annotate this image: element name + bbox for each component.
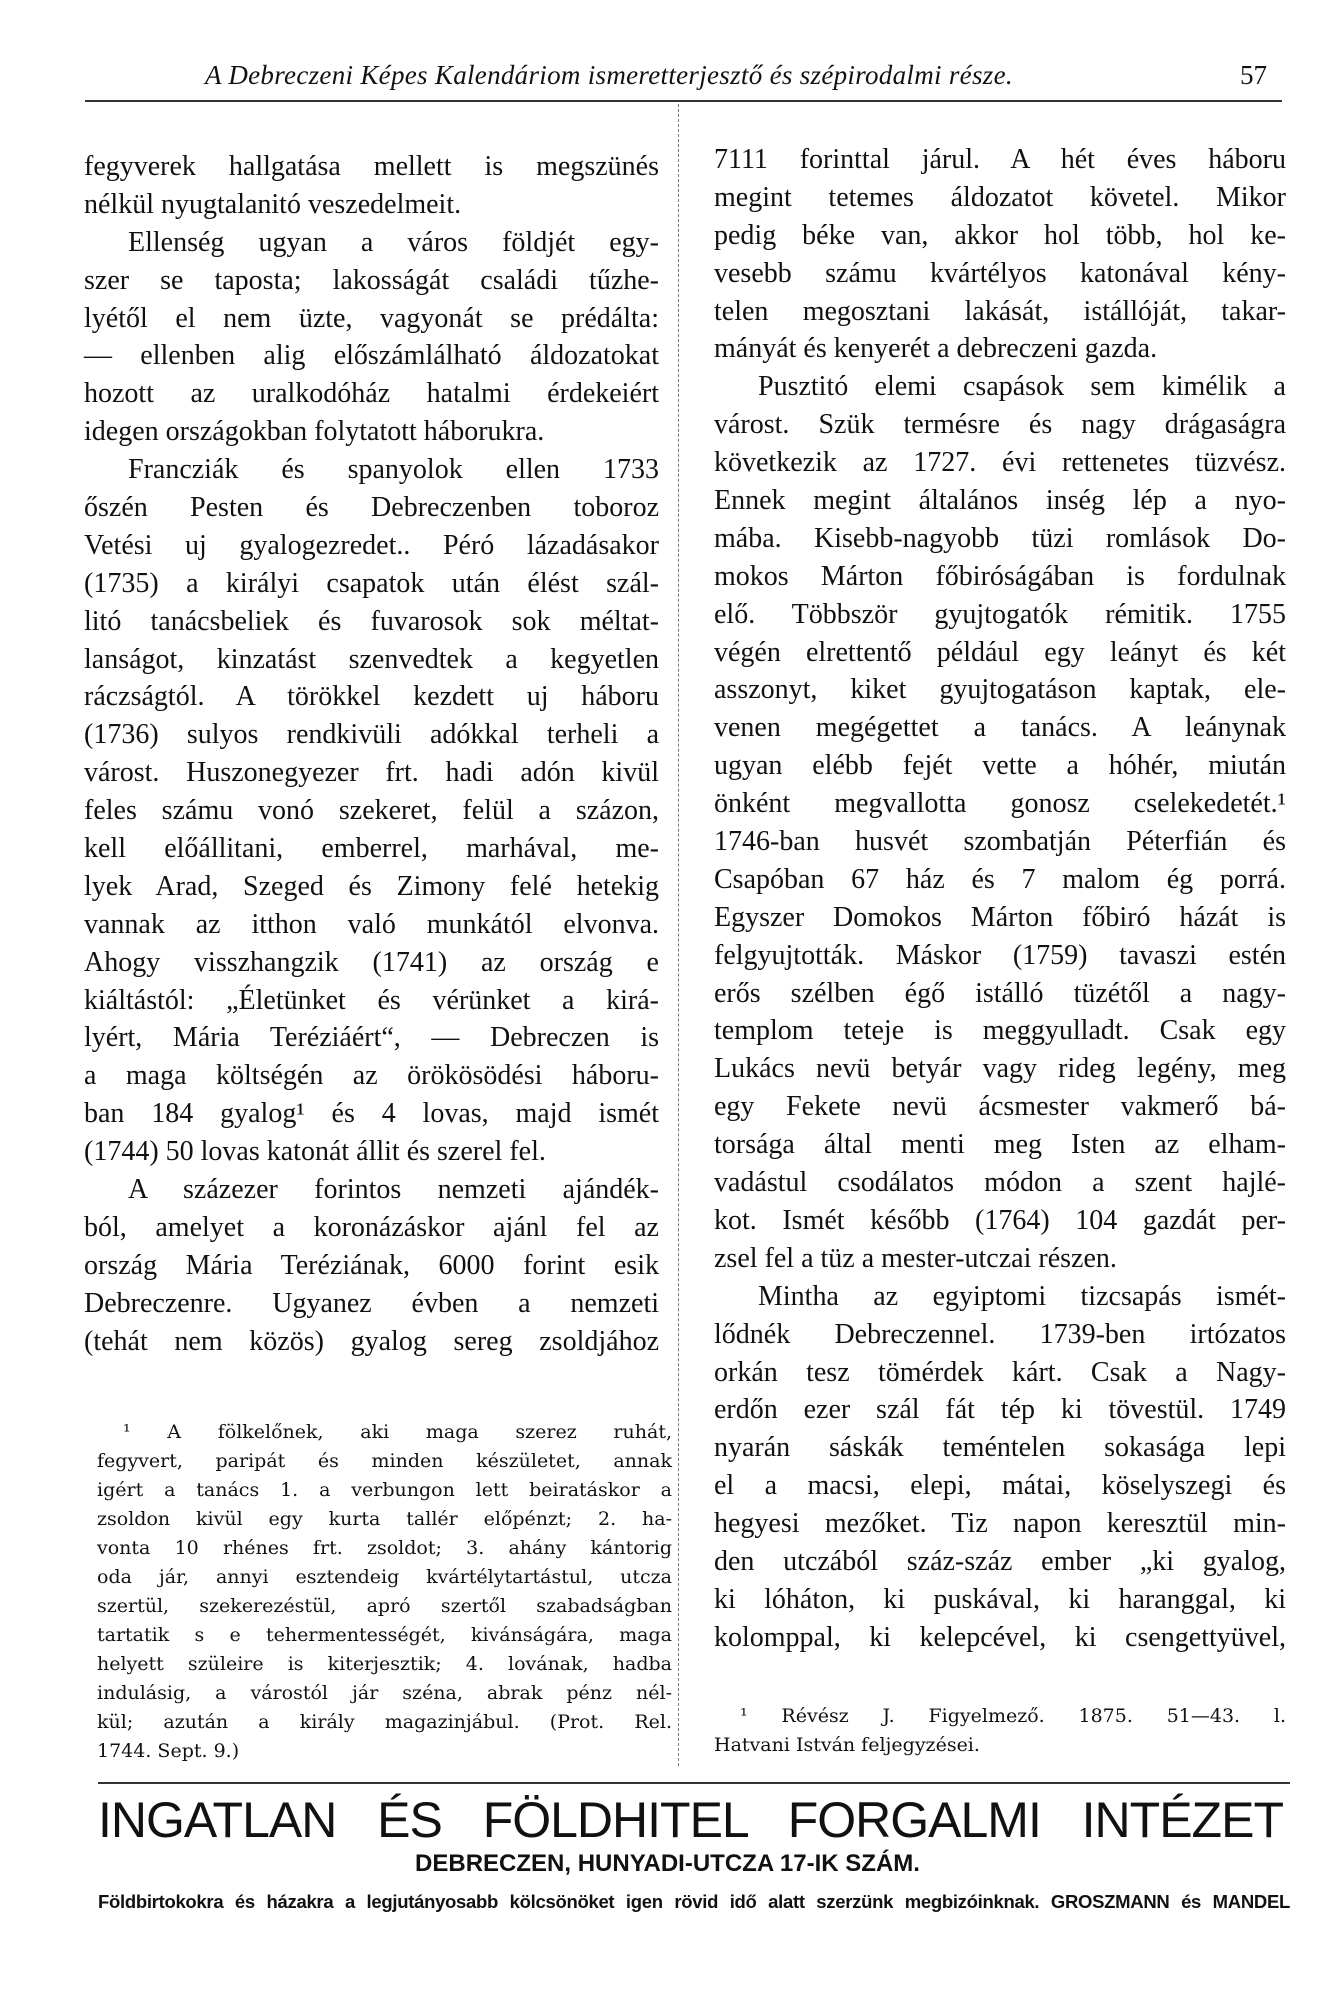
footnote-line: kül; azután a király magazinjábul. (Prot. Rel. [97, 1711, 672, 1733]
text-line: vadástul csodálatos módon a szent hajlé- [714, 1167, 1286, 1199]
text-line: kot. Ismét később (1764) 104 gazdát per- [714, 1204, 1286, 1236]
text-line: idegen országokban folytatott háborukra. [84, 416, 545, 448]
text-line: asszonyt, kiket gyujtogatáson kaptak, ele- [714, 674, 1286, 706]
text-line: Pusztitó elemi csapások sem kimélik a [758, 371, 1286, 403]
text-line: a maga költségén az örökösödési háboru- [84, 1060, 659, 1092]
text-line: kiáltástól: „Életünket és vérünket a kirá- [84, 984, 659, 1016]
text-line: következik az 1727. évi rettenetes tüzvész. [714, 447, 1286, 479]
footnote-line: zsoldon kivül egy kurta tallér előpénzt; 2. ha- [97, 1508, 672, 1530]
text-line: kolomppal, ki kelepcével, ki csengettyüvel, [714, 1621, 1286, 1653]
text-line: Ahogy visszhangzik (1741) az ország e [84, 946, 659, 978]
text-line: mába. Kisebb-nagyobb tüzi romlások Do- [714, 522, 1286, 554]
text-line: Vetési uj gyalogezredet.. Péró lázadásakor [84, 529, 659, 561]
left-footnote [97, 1418, 672, 1766]
text-line: felgyujtották. Máskor (1759) tavaszi estén [714, 939, 1286, 971]
footnote-line: szertül, szekerezéstül, apró szertől szabadságban [97, 1595, 672, 1617]
footnote-line: tartatik s e tehermentességét, kivánságára, maga [97, 1624, 672, 1646]
running-head: A Debreczeni Képes Kalendáriom ismeretterjesztő és szépirodalmi része. [205, 60, 1013, 90]
text-line: nélkül nyugtalanitó veszedelmeit. [84, 188, 462, 220]
text-line: Lukács nevü betyár vagy rideg legény, meg [714, 1053, 1286, 1085]
text-line: orkán tesz tömérdek kárt. Csak a Nagy- [714, 1356, 1286, 1388]
advertisement-tagline: Földbirtokokra és házakra a legjutányosabb kölcsönöket igen rövid idő alatt szerzünk megbizóinknak. GROSZMANN és MANDEL [98, 1891, 1290, 1912]
text-line: venen megégettet a tanács. A leánynak [714, 712, 1286, 744]
footnote-line: ¹ A fölkelőnek, aki maga szerez ruhát, [123, 1421, 672, 1443]
text-line: vesebb számu kvártélyos katonával kény- [714, 257, 1286, 289]
footnote-line: oda jár, annyi esztendeig kvártélytartástul, utcza [97, 1566, 672, 1588]
text-line: templom teteje is meggyulladt. Csak egy [714, 1015, 1286, 1047]
text-line: Francziák és spanyolok ellen 1733 [128, 454, 659, 486]
header-rule [85, 100, 1282, 102]
text-line: Egyszer Domokos Márton főbiró házát is [714, 901, 1286, 933]
text-line: őszén Pesten és Debreczenben toboroz [84, 492, 659, 524]
text-line: ugyan elébb fejét vette a hóhér, miután [714, 750, 1286, 782]
text-line: den utczából száz-száz ember „ki gyalog, [714, 1545, 1286, 1577]
footnote-line: Hatvani István feljegyzései. [714, 1734, 980, 1756]
footnote-line: helyett szüleire is kiterjesztik; 4. lovának, hadba [97, 1653, 672, 1675]
text-line: A százezer forintos nemzeti ajándék- [128, 1174, 659, 1206]
text-line: önként megvallotta gonosz cselekedetét.¹ [714, 788, 1286, 820]
text-line: ban 184 gyalog¹ és 4 lovas, majd ismét [84, 1098, 659, 1130]
text-line: telen megosztani lakását, istállóját, takar- [714, 295, 1286, 327]
text-line: fegyverek hallgatása mellett is megszünés [84, 151, 659, 182]
text-line: kell előállitani, emberrel, marhával, me- [84, 833, 659, 865]
text-line: lyétől el nem üzte, vagyonát se prédálta: [84, 302, 659, 334]
advertisement-rule [98, 1782, 1290, 1784]
text-line: Csapóban 67 ház és 7 malom ég porrá. [714, 863, 1286, 895]
text-line: ráczságtól. A törökkel kezdett uj háboru [84, 681, 659, 713]
text-line: ország Mária Teréziának, 6000 forint esik [84, 1249, 659, 1281]
text-line: — ellenben alig előszámlálható áldozatokat [84, 340, 659, 372]
text-line: (1735) a királyi csapatok után élést szál- [84, 567, 659, 599]
text-line: mokos Márton főbiróságában is fordulnak [714, 560, 1286, 592]
text-line: 1746-ban husvét szombatján Péterfián és [714, 826, 1286, 858]
text-line: litó tanácsbeliek és fuvarosok sok méltat- [84, 605, 659, 637]
text-line: (1736) sulyos rendkivüli adókkal terheli a [84, 719, 659, 751]
text-line: ból, amelyet a koronázáskor ajánl fel az [84, 1211, 659, 1243]
text-line: Debreczenre. Ugyanez évben a nemzeti [84, 1287, 659, 1319]
text-line: Ennek megint általános inség lép a nyo- [714, 485, 1286, 517]
text-line: feles számu vonó szekeret, felül a százon, [84, 795, 659, 827]
text-line: torsága által menti meg Isten az elham- [714, 1129, 1286, 1161]
text-line: hegyesi mezőket. Tiz napon keresztül min- [714, 1508, 1286, 1540]
footnote-line: vonta 10 rhénes frt. zsoldot; 3. ahány kántorig [97, 1537, 672, 1559]
text-line: (tehát nem közös) gyalog sereg zsoldjához [84, 1325, 659, 1357]
advertisement-address: DEBRECZEN, HUNYADI-UTCZA 17-IK SZÁM. [415, 1850, 920, 1877]
text-line: lyért, Mária Teréziáért“, — Debreczen is [84, 1022, 659, 1054]
text-line: ki lóháton, ki puskával, ki haranggal, ki [714, 1583, 1286, 1615]
text-line: zsel fel a tüz a mester-utczai részen. [714, 1242, 1117, 1274]
page-number: 57 [1240, 60, 1267, 90]
text-line: szer se taposta; lakosságát családi tűzhe- [84, 264, 659, 296]
text-line: Ellenség ugyan a város földjét egy- [128, 226, 659, 258]
text-line: Mintha az egyiptomi tizcsapás ismét- [758, 1280, 1286, 1312]
text-line: mányát és kenyerét a debreczeni gazda. [714, 333, 1158, 365]
text-line: el a macsi, elepi, mátai, köselyszegi és [714, 1470, 1286, 1502]
left-column [84, 148, 659, 1361]
column-divider [678, 104, 679, 1766]
text-line: hozott az uralkodóház hatalmi érdekeiért [84, 378, 659, 410]
text-line: erdőn ezer szál fát tép ki tövestül. 1749 [714, 1394, 1286, 1426]
text-line: várost. Huszonegyezer frt. hadi adón kivül [84, 757, 659, 789]
text-line: nyarán sáskák teméntelen sokasága lepi [714, 1432, 1286, 1464]
footnote-line: igért a tanács 1. a verbungon lett beiratáskor a [97, 1479, 672, 1501]
text-line: lanságot, kinzatást szenvedtek a kegyetlen [84, 643, 659, 675]
text-line: pedig béke van, akkor hol több, hol ke- [714, 219, 1286, 251]
text-line: elő. Többször gyujtogatók rémitik. 1755 [714, 598, 1286, 630]
text-line: (1744) 50 lovas katonát állit és szerel fel. [84, 1136, 546, 1168]
text-line: végén elrettentő például egy leányt és két [714, 636, 1286, 668]
text-line: erős szélben égő istálló tüzétől a nagy- [714, 977, 1286, 1009]
text-line: megint tetemes áldozatot követel. Mikor [714, 181, 1286, 213]
footnote-line: ¹ Révész J. Figyelmező. 1875. 51—43. l. [740, 1705, 1286, 1727]
advertisement-title: INGATLAN ÉS FÖLDHITEL FORGALMI INTÉZET [98, 1792, 1283, 1848]
text-line: egy Fekete nevü ácsmester vakmerő bá- [714, 1091, 1286, 1123]
right-footnote [714, 1702, 1286, 1760]
right-column [714, 141, 1286, 1657]
text-line: lyek Arad, Szeged és Zimony felé hetekig [84, 870, 659, 902]
text-line: lődnék Debreczennel. 1739-ben irtózatos [714, 1318, 1286, 1350]
text-line: vannak az itthon való munkától elvonva. [84, 908, 659, 940]
footnote-line: 1744. Sept. 9.) [97, 1740, 240, 1762]
footnote-line: indulásig, a várostól jár széna, abrak pénz nél- [97, 1682, 672, 1704]
text-line: várost. Szük termésre és nagy drágaságra [714, 409, 1286, 441]
footnote-line: fegyvert, paripát és minden készületet, annak [97, 1450, 672, 1472]
text-line: 7111 forinttal járul. A hét éves háboru [714, 144, 1286, 175]
